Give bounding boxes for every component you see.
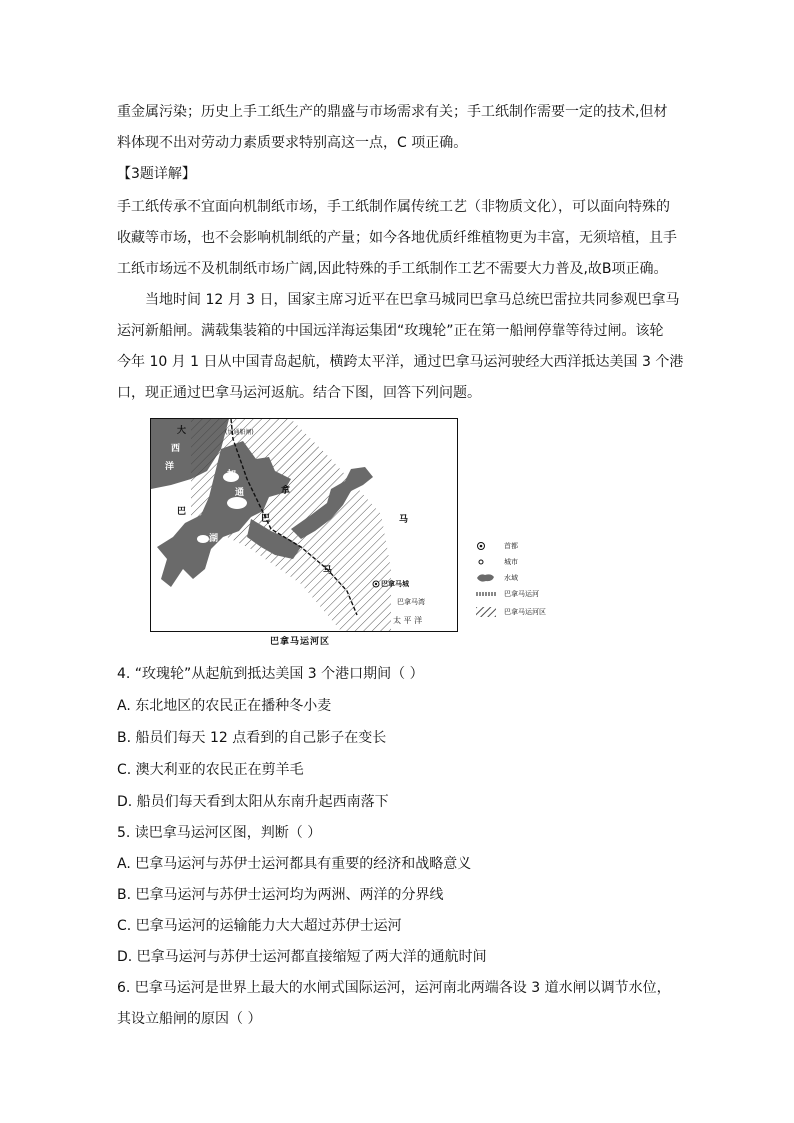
question-5-option-b: B. 巴拿马运河与苏伊士运河均为两洲、两洋的分界线 xyxy=(117,887,444,903)
paragraph-1-line-1: 重金属污染；历史上手工纸生产的鼎盛与市场需求有关；手工纸制作需要一定的技术,但材 xyxy=(117,104,668,120)
question-6-line-1: 6. 巴拿马运河是世界上最大的水闸式国际运河，运河南北两端各设 3 道水闸以调节水位， xyxy=(117,980,671,996)
map-label-bay: 巴拿马湾 xyxy=(397,598,425,606)
panama-canal-map xyxy=(150,418,570,650)
legend-canal xyxy=(476,588,539,600)
map-label-atlantic-2: 西 xyxy=(171,444,181,454)
paragraph-2-line-3: 工纸市场远不及机制纸市场广阔,因此特殊的手工纸制作工艺不需要大力普及,故B项正确。 xyxy=(117,261,668,277)
map-label-atlantic-3: 洋 xyxy=(165,462,175,472)
legend-water xyxy=(476,572,518,584)
map-caption: 巴拿马运河区 xyxy=(270,637,331,647)
map-label-pa: 巴 xyxy=(177,507,187,517)
map-label-ma: 马 xyxy=(399,515,409,525)
legend-zone xyxy=(476,606,546,618)
paragraph-2-line-1: 手工纸传承不宜面向机制纸市场，手工纸制作属传统工艺（非物质文化），可以面向特殊的 xyxy=(117,199,670,215)
paragraph-1-line-2: 料体现不出对劳动力素质要求特别高这一点，C 项正确。 xyxy=(117,135,468,151)
question-5-option-c: C. 巴拿马运河的运输能力大大超过苏伊士运河 xyxy=(117,918,402,934)
legend-zone-label: 巴拿马运河区 xyxy=(504,608,546,616)
map-label-gate: (加通船闸) xyxy=(225,429,254,436)
question-4-option-d: D. 船员们每天看到太阳从东南升起西南落下 xyxy=(117,794,389,810)
map-label-lake-3: 湖 xyxy=(209,534,219,544)
question-5-option-a: A. 巴拿马运河与苏伊士运河都具有重要的经济和战略意义 xyxy=(117,856,472,872)
paragraph-3-line-1: 当地时间 12 月 3 日，国家主席习近平在巴拿马城同巴拿马总统巴雷拉共同参观巴拿马 xyxy=(145,292,680,308)
question-5-option-d: D. 巴拿马运河与苏伊士运河都直接缩短了两大洋的通航时间 xyxy=(117,949,487,965)
map-label-lake-2: 通 xyxy=(235,488,245,498)
question-4-option-c: C. 澳大利亚的农民正在剪羊毛 xyxy=(117,762,304,778)
canal-line-icon xyxy=(476,589,496,599)
paragraph-3-line-2: 运河新船闸。满载集装箱的中国远洋海运集团“玫瑰轮”正在第一船闸停靠等待过闸。该轮 xyxy=(117,323,664,339)
canal-zone-icon xyxy=(476,607,496,617)
paragraph-3-line-4: 口，现正通过巴拿马运河返航。结合下图，回答下列问题。 xyxy=(117,385,481,401)
question-4: 4. “玫瑰轮”从起航到抵达美国 3 个港口期间（ ） xyxy=(117,666,424,682)
legend-water-label: 水域 xyxy=(504,574,518,582)
legend-city xyxy=(476,556,518,568)
map-label-pacific: 太 平 洋 xyxy=(393,616,423,625)
legend-canal-label: 巴拿马运河 xyxy=(504,590,539,598)
question-6-line-2: 其设立船闸的原因（ ） xyxy=(117,1011,262,1027)
map-label-canal-1: 巴 xyxy=(261,514,271,524)
map-label-na: 拿 xyxy=(281,486,291,496)
question-4-option-b: B. 船员们每天 12 点看到的自己影子在变长 xyxy=(117,730,387,746)
section-title: 【3题详解】 xyxy=(117,166,196,182)
water-icon xyxy=(476,573,496,583)
question-5: 5. 读巴拿马运河区图，判断（ ） xyxy=(117,825,322,841)
capital-icon xyxy=(476,541,496,551)
legend-capital xyxy=(476,540,518,552)
map-label-city: 巴拿马城 xyxy=(381,580,409,588)
paragraph-2-line-2: 收藏等市场，也不会影响机制纸的产量；如今各地优质纤维植物更为丰富，无须培植，且手 xyxy=(117,230,677,246)
map-label-canal-3: 马 xyxy=(323,566,333,576)
question-4-option-a: A. 东北地区的农民正在播种冬小麦 xyxy=(117,698,332,714)
city-icon xyxy=(476,557,496,567)
map-label-atlantic-1: 大 xyxy=(177,426,187,436)
paragraph-3-line-3: 今年 10 月 1 日从中国青岛起航，横跨太平洋，通过巴拿马运河驶经大西洋抵达美国 3 个港 xyxy=(117,354,684,370)
map-frame xyxy=(150,418,458,632)
legend-city-label: 城市 xyxy=(504,558,518,566)
legend-capital-label: 首都 xyxy=(504,542,518,550)
map-label-lake-1: 加 xyxy=(227,470,237,480)
